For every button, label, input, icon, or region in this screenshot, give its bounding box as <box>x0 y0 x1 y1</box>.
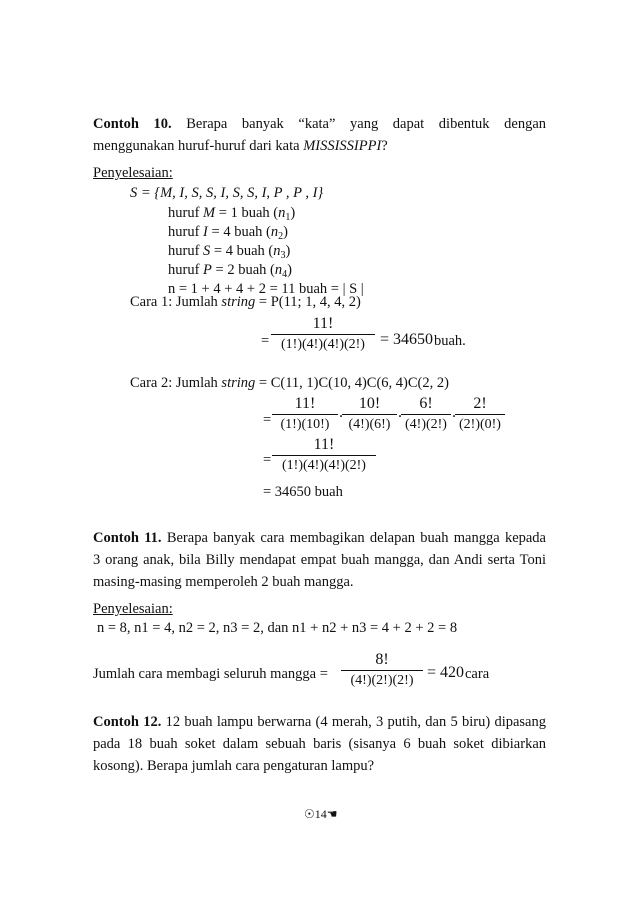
example-11-result: = 420 <box>427 664 465 681</box>
letter-count-i: huruf I = 4 buah $(n_2)$ <box>168 224 288 242</box>
example-11-line2: 3 orang anak, bila Billy mendapat empat buah mangga, dan Andi serta Toni <box>93 552 546 568</box>
example-11-fraction: 8! (4!)(2!)(2!) <box>341 650 423 691</box>
example-11-line3: masing-masing memperoleh 2 buah mangga. <box>93 574 354 590</box>
example-12-line1: Contoh 12. 12 buah lampu berwarna (4 merah, 3 putih, dan 5 biru) dipasang <box>93 714 546 730</box>
cara-1-unit: buah. <box>434 333 466 349</box>
cara-2-heading: Cara 2: Jumlah string = C(11, 1)C(10, 4)C(6, 4)C(2, 2) <box>130 375 449 391</box>
example-11-equation: n = 8, n1 = 4, n2 = 2, n3 = 2, dan n1 + n2 + n3 = 4 + 2 + 2 = 8 <box>97 620 458 636</box>
example-11-unit: cara <box>465 666 490 682</box>
example-11-jumlah: Jumlah cara membagi seluruh mangga = <box>93 666 328 682</box>
cara-2-fraction-1: 11! (1!)(10!) <box>272 394 338 435</box>
cara-2-fraction-3: 6! (4!)(2!) <box>401 394 451 435</box>
example-10-label: Contoh 10. <box>93 116 172 132</box>
multiply-dot: . <box>339 404 343 421</box>
example-12-label: Contoh 12. <box>93 714 162 730</box>
cara-2-equals: = <box>263 412 272 428</box>
multiply-dot: . <box>398 404 402 421</box>
multiply-dot: . <box>452 404 456 421</box>
example-11-label: Contoh 11. <box>93 530 162 546</box>
cara-1-fraction: 11! (1!)(4!)(4!)(2!) <box>271 314 375 355</box>
example-11-line1: Contoh 11. Berapa banyak cara membagikan delapan buah mangga kepada <box>93 530 546 546</box>
solution-heading-2: Penyelesaian: <box>93 601 173 617</box>
example-10-statement <box>93 113 546 135</box>
example-12-line3: kosong). Berapa jumlah cara pengaturan lampu? <box>93 758 375 774</box>
letter-count-p: huruf P = 2 buah $(n_4)$ <box>168 262 292 280</box>
example-12-line2: pada 18 buah soket dalam sebuah baris (sisanya 6 buah soket dibiarkan <box>93 736 546 752</box>
letter-count-m: huruf M = 1 buah $(n_1)$ <box>168 205 296 223</box>
cara-2-result: = 34650 buah <box>263 484 343 500</box>
letter-total: n = 1 + 4 + 4 + 2 = 11 buah = | S | <box>168 281 364 297</box>
cara-1-equals: = <box>261 333 270 349</box>
cara-2-equals-2: = <box>263 452 272 468</box>
cara-2-fraction-4: 2! (2!)(0!) <box>455 394 505 435</box>
solution-heading: Penyelesaian: <box>93 165 173 181</box>
word-mississippi: MISSISSIPPI <box>303 138 382 154</box>
set-definition: S = {M, I, S, S, I, S, S, I, P , P , I} <box>130 185 324 201</box>
cara-2-fraction-combined: 11! (1!)(4!)(4!)(2!) <box>272 435 376 476</box>
letter-count-s: huruf S = 4 buah $(n_3)$ <box>168 243 291 261</box>
example-10-text: Berapa banyak “kata” yang dapat dibentuk dengan <box>186 116 547 132</box>
cara-1-result: = 34650 <box>380 331 434 348</box>
example-10-statement-line2: menggunakan huruf-huruf dari kata MISSISSIPPI? <box>93 138 388 154</box>
cara-1-heading: Cara 1: Jumlah string = P(11; 1, 4, 4, 2) <box>130 294 361 310</box>
page-number: ☉14☚ <box>304 807 338 821</box>
cara-2-fraction-2: 10! (4!)(6!) <box>342 394 397 435</box>
letter-count-list <box>168 204 364 299</box>
